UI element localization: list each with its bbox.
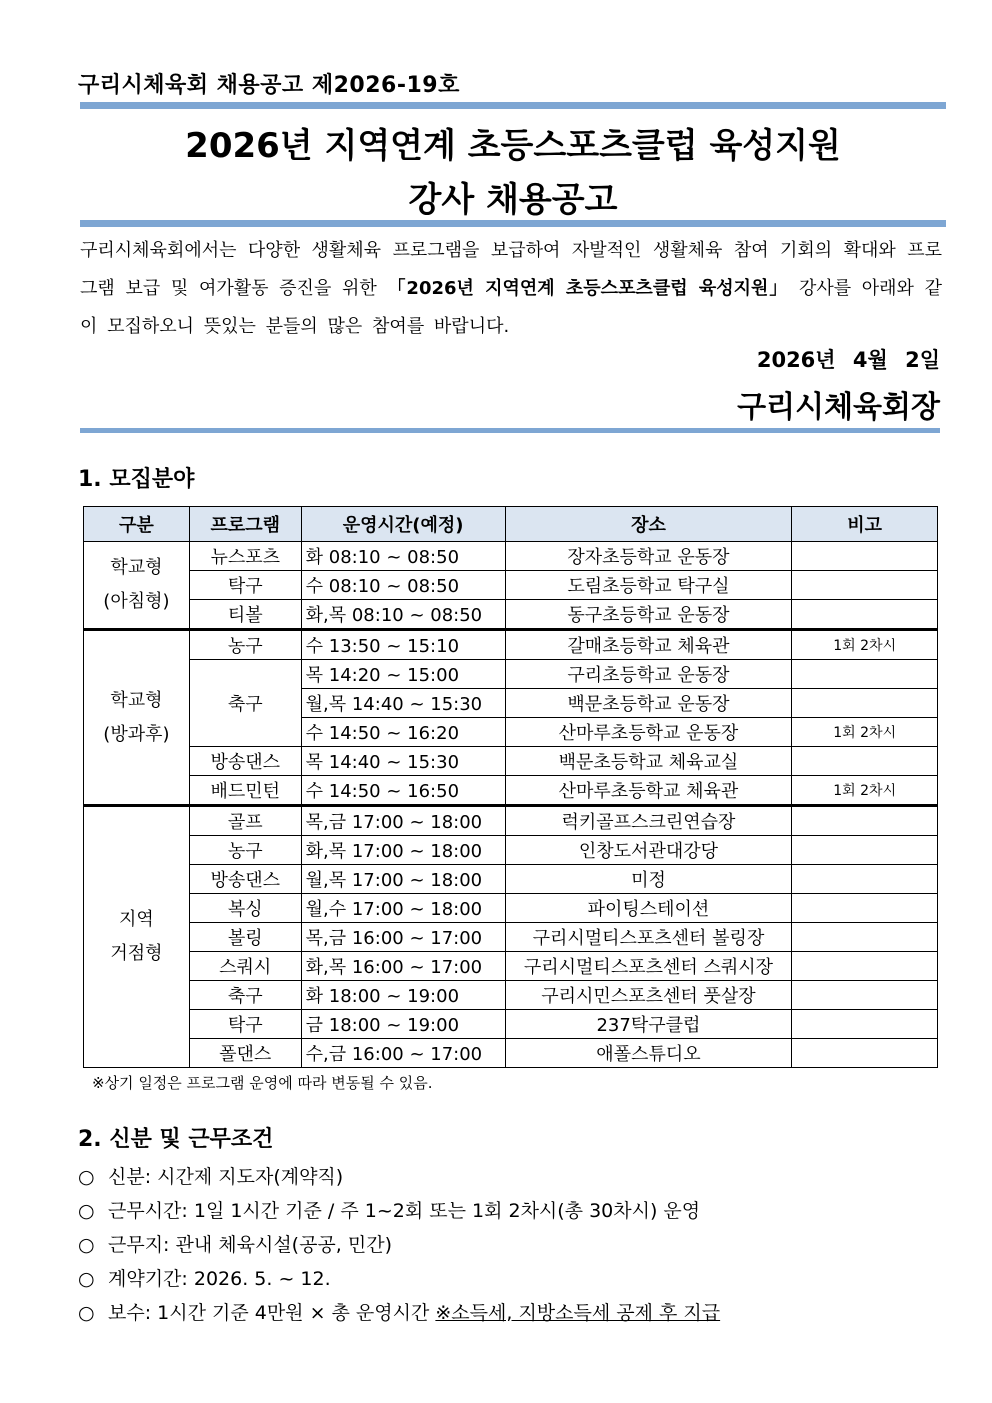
table-row	[84, 952, 938, 981]
table-row	[84, 1010, 938, 1039]
time-cell: 목,금 16:00 ~ 17:00	[301, 923, 505, 952]
list-item	[78, 1194, 720, 1228]
table-row	[84, 806, 938, 836]
title-divider	[80, 220, 946, 227]
program-cell: 방송댄스	[189, 747, 301, 776]
place-cell: 파이팅스테이션	[505, 894, 792, 923]
place-cell: 산마루초등학교 운동장	[505, 718, 792, 747]
header-place: 장소	[505, 507, 792, 542]
category-cell	[84, 630, 190, 806]
header-category: 구분	[84, 507, 190, 542]
category-label: 지역	[119, 909, 154, 930]
program-cell: 골프	[189, 806, 301, 836]
note-cell: 1회 2차시	[792, 630, 938, 660]
document-title-line2: 강사 채용공고	[408, 180, 618, 220]
place-cell: 도림초등학교 탁구실	[505, 571, 792, 600]
recruitment-table	[83, 506, 938, 1068]
section1-title: 1. 모집분야	[78, 467, 195, 492]
note-cell	[792, 542, 938, 571]
category-label: 학교형	[110, 557, 163, 578]
condition-status: 신분: 시간제 지도자(계약직)	[108, 1166, 344, 1188]
category-cell	[84, 542, 190, 630]
note-cell: 1회 2차시	[792, 718, 938, 747]
list-item	[78, 1160, 720, 1194]
table-row	[84, 836, 938, 865]
condition-period: 계약기간: 2026. 5. ~ 12.	[108, 1268, 331, 1290]
time-cell: 목,금 17:00 ~ 18:00	[301, 806, 505, 836]
place-cell: 구리초등학교 운동장	[505, 660, 792, 689]
note-cell	[792, 836, 938, 865]
note-cell	[792, 571, 938, 600]
bullet-circle-icon: ○	[78, 1268, 95, 1290]
time-cell: 화 18:00 ~ 19:00	[301, 981, 505, 1010]
time-cell: 목 14:20 ~ 15:00	[301, 660, 505, 689]
time-cell: 화 08:10 ~ 08:50	[301, 542, 505, 571]
note-cell: 1회 2차시	[792, 776, 938, 806]
note-cell	[792, 981, 938, 1010]
schedule-footnote: ※상기 일정은 프로그램 운영에 따라 변동될 수 있음.	[92, 1074, 433, 1092]
note-cell	[792, 1010, 938, 1039]
intro-paragraph	[80, 232, 942, 346]
signature-divider	[80, 428, 940, 433]
announcement-date: 2026년 4월 2일	[756, 348, 940, 372]
category-label: 거점형	[110, 943, 163, 964]
list-item	[78, 1262, 720, 1296]
time-cell: 수 13:50 ~ 15:10	[301, 630, 505, 660]
list-item	[78, 1228, 720, 1262]
section2-title: 2. 신분 및 근무조건	[78, 1127, 274, 1152]
conditions-list	[78, 1160, 720, 1330]
time-cell: 월,목 14:40 ~ 15:30	[301, 689, 505, 718]
bullet-circle-icon: ○	[78, 1302, 95, 1324]
time-cell: 화,목 17:00 ~ 18:00	[301, 836, 505, 865]
note-cell	[792, 660, 938, 689]
note-cell	[792, 1039, 938, 1068]
program-cell: 탁구	[189, 571, 301, 600]
table-row	[84, 776, 938, 806]
program-cell: 축구	[189, 660, 301, 747]
condition-location: 근무지: 관내 체육시설(공공, 민간)	[108, 1234, 392, 1256]
intro-text-before: 구리시체육회에서는 다양한 생활체육 프로그램을 보급하여 자발적인 생활체육 참여 기회의 확대와 프로그램 보급 및 여가활동 증진을 위한	[80, 240, 942, 299]
note-cell	[792, 747, 938, 776]
program-cell: 배드민턴	[189, 776, 301, 806]
signer-name: 구리시체육회장	[737, 390, 940, 425]
place-cell: 갈매초등학교 체육관	[505, 630, 792, 660]
note-cell	[792, 952, 938, 981]
table-row	[84, 1039, 938, 1068]
program-cell: 농구	[189, 630, 301, 660]
place-cell: 구리시민스포츠센터 풋살장	[505, 981, 792, 1010]
time-cell: 수,금 16:00 ~ 17:00	[301, 1039, 505, 1068]
category-label: (아침형)	[103, 591, 170, 612]
top-divider	[80, 102, 946, 109]
program-cell: 축구	[189, 981, 301, 1010]
table-row	[84, 747, 938, 776]
place-cell: 인창도서관대강당	[505, 836, 792, 865]
time-cell: 금 18:00 ~ 19:00	[301, 1010, 505, 1039]
program-cell: 폴댄스	[189, 1039, 301, 1068]
table-row	[84, 865, 938, 894]
table-header-row	[84, 507, 938, 542]
time-cell: 월,수 17:00 ~ 18:00	[301, 894, 505, 923]
program-cell: 스쿼시	[189, 952, 301, 981]
time-cell: 화,목 08:10 ~ 08:50	[301, 600, 505, 630]
place-cell: 산마루초등학교 체육관	[505, 776, 792, 806]
document-title-line1: 2026년 지역연계 초등스포츠클럽 육성지원	[185, 126, 841, 166]
category-label: (방과후)	[103, 723, 170, 745]
notice-number: 구리시체육회 채용공고 제2026-19호	[78, 73, 460, 98]
condition-pay: 보수: 1시간 기준 4만원 × 총 운영시간	[108, 1302, 436, 1324]
time-cell: 수 14:50 ~ 16:50	[301, 776, 505, 806]
time-cell: 수 14:50 ~ 16:20	[301, 718, 505, 747]
bullet-circle-icon: ○	[78, 1166, 95, 1188]
table-row	[84, 923, 938, 952]
time-cell: 목 14:40 ~ 15:30	[301, 747, 505, 776]
place-cell: 동구초등학교 운동장	[505, 600, 792, 630]
table-row	[84, 600, 938, 630]
program-cell: 볼링	[189, 923, 301, 952]
intro-text-after: 강사를 아래와 같이 모집하오니 뜻있는 분들의 많은 참여를 바랍니다.	[80, 278, 943, 337]
program-cell: 티볼	[189, 600, 301, 630]
condition-hours: 근무시간: 1일 1시간 기준 / 주 1~2회 또는 1회 2차시(총 30차시) 운영	[108, 1200, 701, 1222]
bullet-circle-icon: ○	[78, 1234, 95, 1256]
place-cell: 장자초등학교 운동장	[505, 542, 792, 571]
time-cell: 화,목 16:00 ~ 17:00	[301, 952, 505, 981]
place-cell: 백문초등학교 체육교실	[505, 747, 792, 776]
table-row	[84, 981, 938, 1010]
note-cell	[792, 865, 938, 894]
note-cell	[792, 600, 938, 630]
program-cell: 뉴스포츠	[189, 542, 301, 571]
list-item	[78, 1296, 720, 1330]
place-cell: 구리시멀티스포츠센터 볼링장	[505, 923, 792, 952]
note-cell	[792, 923, 938, 952]
program-cell: 방송댄스	[189, 865, 301, 894]
time-cell: 월,목 17:00 ~ 18:00	[301, 865, 505, 894]
place-cell: 럭키골프스크린연습장	[505, 806, 792, 836]
note-cell	[792, 894, 938, 923]
table-row	[84, 894, 938, 923]
pay-tax-note: ※소득세, 지방소득세 공제 후 지급	[435, 1302, 721, 1324]
program-cell: 농구	[189, 836, 301, 865]
category-cell	[84, 806, 190, 1068]
place-cell: 237탁구클럽	[505, 1010, 792, 1039]
place-cell: 백문초등학교 운동장	[505, 689, 792, 718]
table-row	[84, 542, 938, 571]
bullet-circle-icon: ○	[78, 1200, 95, 1222]
note-cell	[792, 689, 938, 718]
category-label: 학교형	[110, 689, 163, 711]
note-cell	[792, 806, 938, 836]
table-row	[84, 571, 938, 600]
place-cell: 애폴스튜디오	[505, 1039, 792, 1068]
header-time: 운영시간(예정)	[301, 507, 505, 542]
time-cell: 수 08:10 ~ 08:50	[301, 571, 505, 600]
header-note: 비고	[792, 507, 938, 542]
program-cell: 탁구	[189, 1010, 301, 1039]
table-row	[84, 630, 938, 660]
place-cell: 미정	[505, 865, 792, 894]
intro-program-name: 「2026년 지역연계 초등스포츠클럽 육성지원」	[387, 278, 789, 299]
program-cell: 복싱	[189, 894, 301, 923]
place-cell: 구리시멀티스포츠센터 스쿼시장	[505, 952, 792, 981]
header-program: 프로그램	[189, 507, 301, 542]
table-row	[84, 660, 938, 689]
